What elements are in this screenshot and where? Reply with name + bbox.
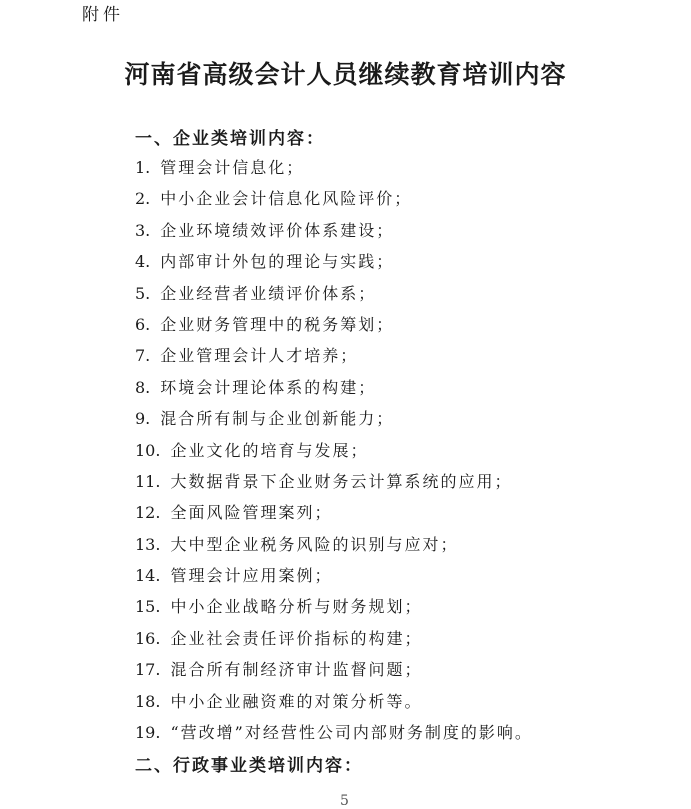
list-item (135, 591, 533, 622)
list-item (135, 372, 533, 403)
list-item (135, 466, 533, 497)
item-number: 15. (135, 597, 161, 617)
item-text: 内部审计外包的理论与实践； (160, 252, 395, 272)
item-number: 1. (135, 158, 151, 177)
section-heading-enterprise: 一、企业类培训内容： (135, 129, 325, 149)
item-text: 混合所有制经济审计监督问题； (170, 660, 423, 680)
item-number: 11. (135, 471, 161, 491)
item-text: 大数据背景下企业财务云计算系统的应用； (170, 471, 513, 491)
item-text: 中小企业融资难的对策分析等。 (170, 691, 423, 711)
list-item (135, 435, 533, 466)
item-text: 企业管理会计人才培养； (160, 346, 359, 366)
list-item (135, 246, 533, 277)
list-item (135, 183, 533, 214)
item-text: “营改增”对经营性公司内部财务制度的影响。 (170, 723, 533, 743)
document-title: 河南省高级会计人员继续教育培训内容 (124, 60, 567, 89)
item-text: 管理会计信息化； (160, 158, 305, 177)
item-number: 9. (135, 409, 151, 429)
attachment-label: 附件 (82, 5, 124, 25)
item-text: 管理会计应用案例； (170, 566, 333, 586)
item-text: 企业社会责任评价指标的构建； (170, 628, 423, 648)
item-number: 4. (135, 252, 151, 272)
item-number: 19. (135, 723, 161, 743)
item-number: 10. (135, 440, 161, 460)
item-number: 8. (135, 377, 151, 397)
list-item (135, 403, 533, 434)
list-item (135, 560, 533, 591)
item-number: 18. (135, 691, 161, 711)
item-number: 3. (135, 220, 151, 240)
item-text: 混合所有制与企业创新能力； (160, 409, 395, 429)
item-number: 17. (135, 660, 161, 680)
page-number: 5 (340, 793, 349, 809)
item-number: 16. (135, 628, 161, 648)
item-text: 全面风险管理案列； (170, 503, 333, 523)
list-item (135, 686, 533, 717)
list-item (135, 215, 533, 246)
item-number: 12. (135, 503, 161, 523)
item-number: 5. (135, 283, 151, 303)
list-item (135, 309, 533, 340)
item-text: 大中型企业税务风险的识别与应对； (170, 534, 459, 554)
item-number: 7. (135, 346, 151, 366)
list-item (135, 717, 533, 748)
item-number: 6. (135, 314, 151, 334)
item-text: 环境会计理论体系的构建； (160, 377, 377, 397)
item-number: 13. (135, 534, 161, 554)
list-item (135, 278, 533, 309)
item-text: 中小企业会计信息化风险评价； (160, 189, 413, 209)
item-text: 中小企业战略分析与财务规划； (170, 597, 423, 617)
list-item (135, 529, 533, 560)
item-text: 企业环境绩效评价体系建设； (160, 220, 395, 240)
list-item (135, 497, 533, 528)
item-text: 企业文化的培育与发展； (170, 440, 369, 460)
section-heading-administrative: 二、行政事业类培训内容： (135, 756, 363, 776)
item-text: 企业经营者业绩评价体系； (160, 283, 377, 303)
item-number: 2. (135, 189, 151, 209)
list-item (135, 340, 533, 371)
list-item (135, 654, 533, 685)
enterprise-training-list (135, 152, 533, 748)
list-item (135, 152, 533, 183)
item-number: 14. (135, 566, 161, 586)
list-item (135, 623, 533, 654)
item-text: 企业财务管理中的税务筹划； (160, 314, 395, 334)
